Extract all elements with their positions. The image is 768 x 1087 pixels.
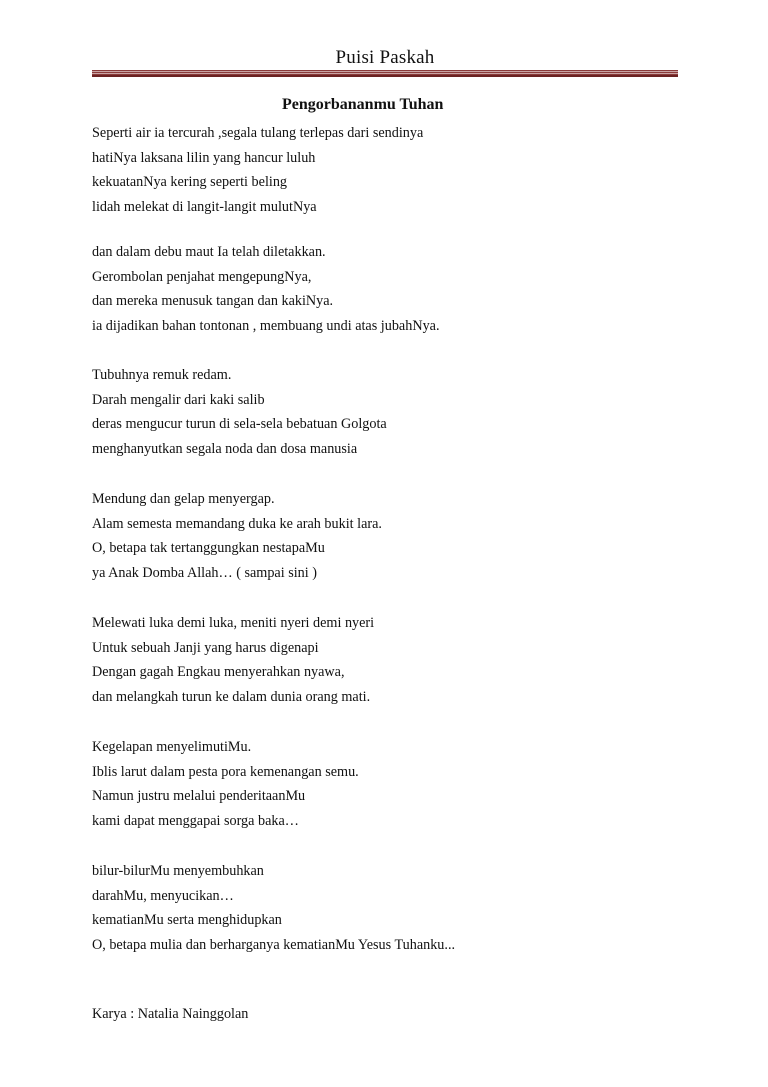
poem-line: hatiNya laksana lilin yang hancur luluh	[92, 149, 316, 166]
poem-line: menghanyutkan segala noda dan dosa manusia	[92, 440, 358, 457]
poem-line: Dengan gagah Engkau menyerahkan nyawa,	[92, 664, 345, 680]
poem-line: Tubuhnya remuk redam.	[92, 367, 232, 383]
header-divider	[92, 70, 678, 77]
poem-line: bilur-bilurMu menyembuhkan	[92, 863, 264, 879]
poem-line: O, betapa mulia dan berharganya kematianMu Yesus Tuhanku...	[92, 936, 456, 953]
page-header-title: Puisi Paskah	[335, 47, 435, 68]
author-credit: Karya : Natalia Nainggolan	[92, 1006, 249, 1022]
poem-line: Alam semesta memandang duka ke arah bukit lara.	[92, 515, 382, 532]
poem-line: Mendung dan gelap menyergap.	[92, 491, 275, 507]
poem-line: Seperti air ia tercurah ,segala tulang terlepas dari sendinya	[92, 125, 424, 141]
poem-line: dan mereka menusuk tangan dan kakiNya.	[92, 293, 334, 309]
poem-line: deras mengucur turun di sela-sela bebatuan Golgota	[92, 416, 387, 432]
poem-line: lidah melekat di langit-langit mulutNya	[92, 198, 317, 215]
poem-line: Gerombolan penjahat mengepungNya,	[92, 268, 312, 285]
poem-title: Pengorbananmu Tuhan	[282, 96, 444, 113]
poem-line: darahMu, menyucikan…	[92, 887, 234, 904]
poem-line: Darah mengalir dari kaki salib	[92, 391, 265, 408]
poem-line: dan dalam debu maut Ia telah diletakkan.	[92, 244, 326, 260]
poem-line: kekuatanNya kering seperti beling	[92, 174, 288, 190]
poem-line: kami dapat menggapai sorga baka…	[92, 812, 299, 829]
poem-line: O, betapa tak tertanggungkan nestapaMu	[92, 540, 325, 556]
poem-line: Melewati luka demi luka, meniti nyeri demi nyeri	[92, 615, 375, 631]
poem-line: dan melangkah turun ke dalam dunia orang mati.	[92, 688, 371, 705]
poem-line: ia dijadikan bahan tontonan , membuang undi atas jubahNya.	[92, 317, 440, 334]
poem-line: Untuk sebuah Janji yang harus digenapi	[92, 639, 319, 656]
poem-line: kematianMu serta menghidupkan	[92, 912, 282, 928]
poem-line: Namun justru melalui penderitaanMu	[92, 788, 306, 804]
poem-line: Kegelapan menyelimutiMu.	[92, 739, 252, 755]
poem-line: Iblis larut dalam pesta pora kemenangan semu.	[92, 763, 359, 780]
poem-line: ya Anak Domba Allah… ( sampai sini )	[92, 564, 317, 581]
